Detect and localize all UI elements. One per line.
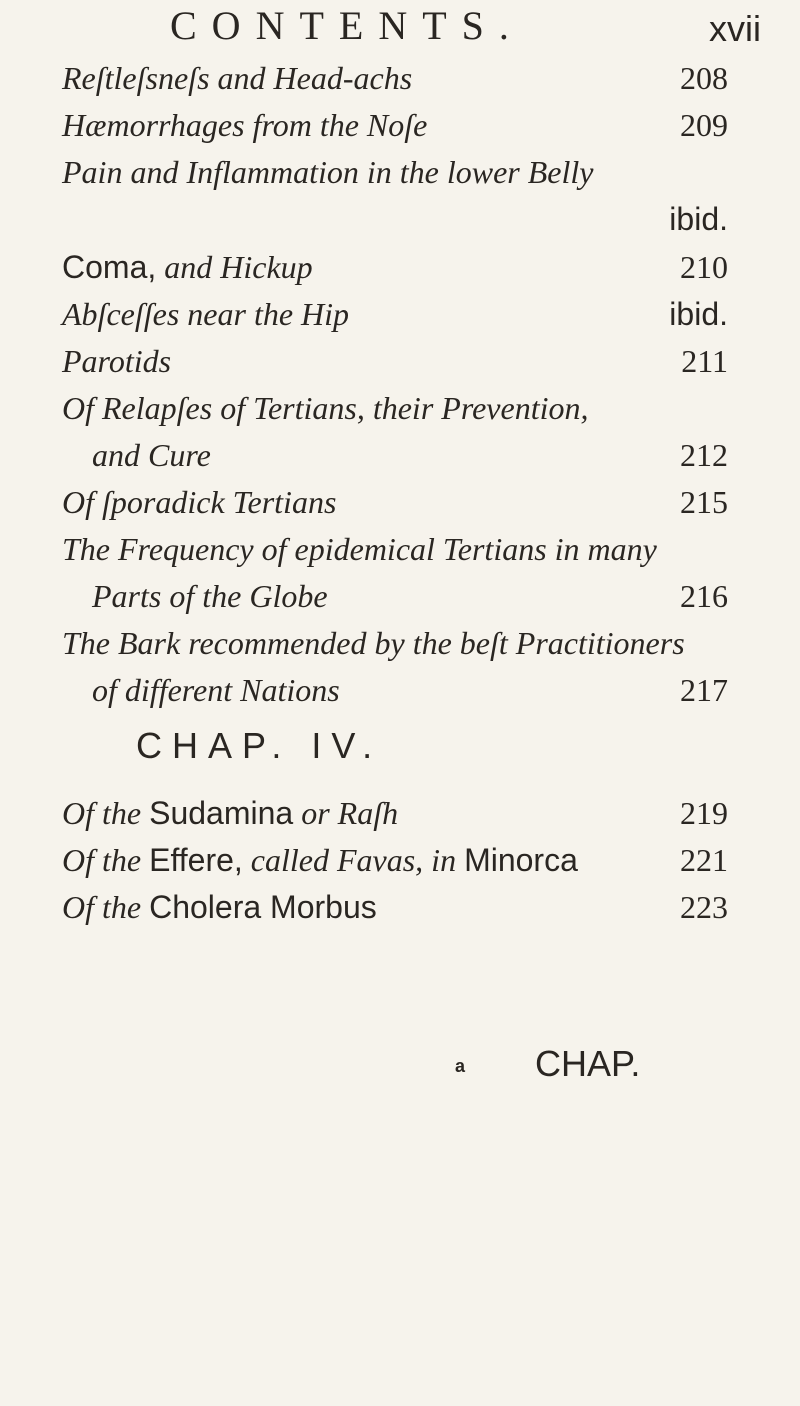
entry-page: 217 [680, 672, 728, 708]
contents-entry [62, 390, 728, 427]
entry-title: Of the [62, 842, 142, 878]
catchword: CHAP. [535, 1043, 641, 1084]
entry-page: 208 [680, 60, 728, 96]
contents-entry [62, 296, 728, 333]
entry-page: 211 [681, 343, 728, 379]
entry-page: 212 [680, 437, 728, 473]
entry-title-upright: Effere, [149, 842, 243, 878]
entry-title-upright: Cholera Morbus [149, 889, 377, 925]
contents-entry [62, 531, 728, 568]
entry-page: 215 [680, 484, 728, 520]
page-number: xvii [709, 8, 761, 49]
signature-mark: a [455, 1056, 466, 1076]
entry-title: Of Relapſes of Tertians, their Prevention, [62, 390, 589, 426]
entry-title: Abſceſſes near the Hip [62, 296, 350, 332]
contents-entry [62, 249, 728, 286]
contents-entry [62, 842, 728, 879]
entry-title: Reſtleſsneſs and Head-achs [62, 60, 413, 96]
entry-page: 210 [680, 249, 728, 285]
entry-title: Of ſporadick Tertians [62, 484, 337, 520]
entry-page: 219 [680, 795, 728, 831]
contents-entry-continuation [92, 672, 728, 709]
entry-title-upright: Coma, [62, 249, 157, 285]
chapter-heading: CHAP. IV. [136, 725, 383, 766]
running-header: CONTENTS. [170, 3, 524, 48]
entry-title: The Bark recommended by the beſt Practitioners [62, 625, 685, 661]
entry-title: called Favas, in [250, 842, 457, 878]
entry-title: or Raſh [301, 795, 399, 831]
entry-page: 223 [680, 889, 728, 925]
entry-page: 209 [680, 107, 728, 143]
entry-title: Parotids [62, 343, 172, 379]
entry-title: Hæmorrhages from the Noſe [62, 107, 428, 143]
entry-title: Of the [62, 889, 142, 925]
entry-title-upright: Minorca [464, 842, 578, 878]
contents-entry [62, 625, 728, 662]
contents-entry [62, 60, 728, 97]
entry-title-upright: Sudamina [149, 795, 294, 831]
contents-entry [62, 484, 728, 521]
entry-title-continuation: Parts of the Globe [92, 578, 328, 614]
entry-title: The Frequency of epidemical Tertians in many [62, 531, 657, 567]
entry-title-continuation: of different Nations [92, 672, 340, 708]
contents-entry-continuation [92, 578, 728, 615]
contents-entry [62, 107, 728, 144]
entry-title: Of the [62, 795, 142, 831]
entry-page: ibid. [669, 201, 728, 237]
contents-entry [62, 889, 728, 926]
entry-title-continuation: and Cure [92, 437, 211, 473]
entry-title: Pain and Inflammation in the lower Belly [62, 154, 594, 190]
contents-entry [62, 154, 728, 191]
contents-entry-continuation [92, 437, 728, 474]
entry-page: 216 [680, 578, 728, 614]
entry-page: ibid. [669, 296, 728, 332]
entry-title: and Hickup [164, 249, 313, 285]
contents-entry [62, 795, 728, 832]
contents-entry [62, 343, 728, 380]
entry-page: 221 [680, 842, 728, 878]
